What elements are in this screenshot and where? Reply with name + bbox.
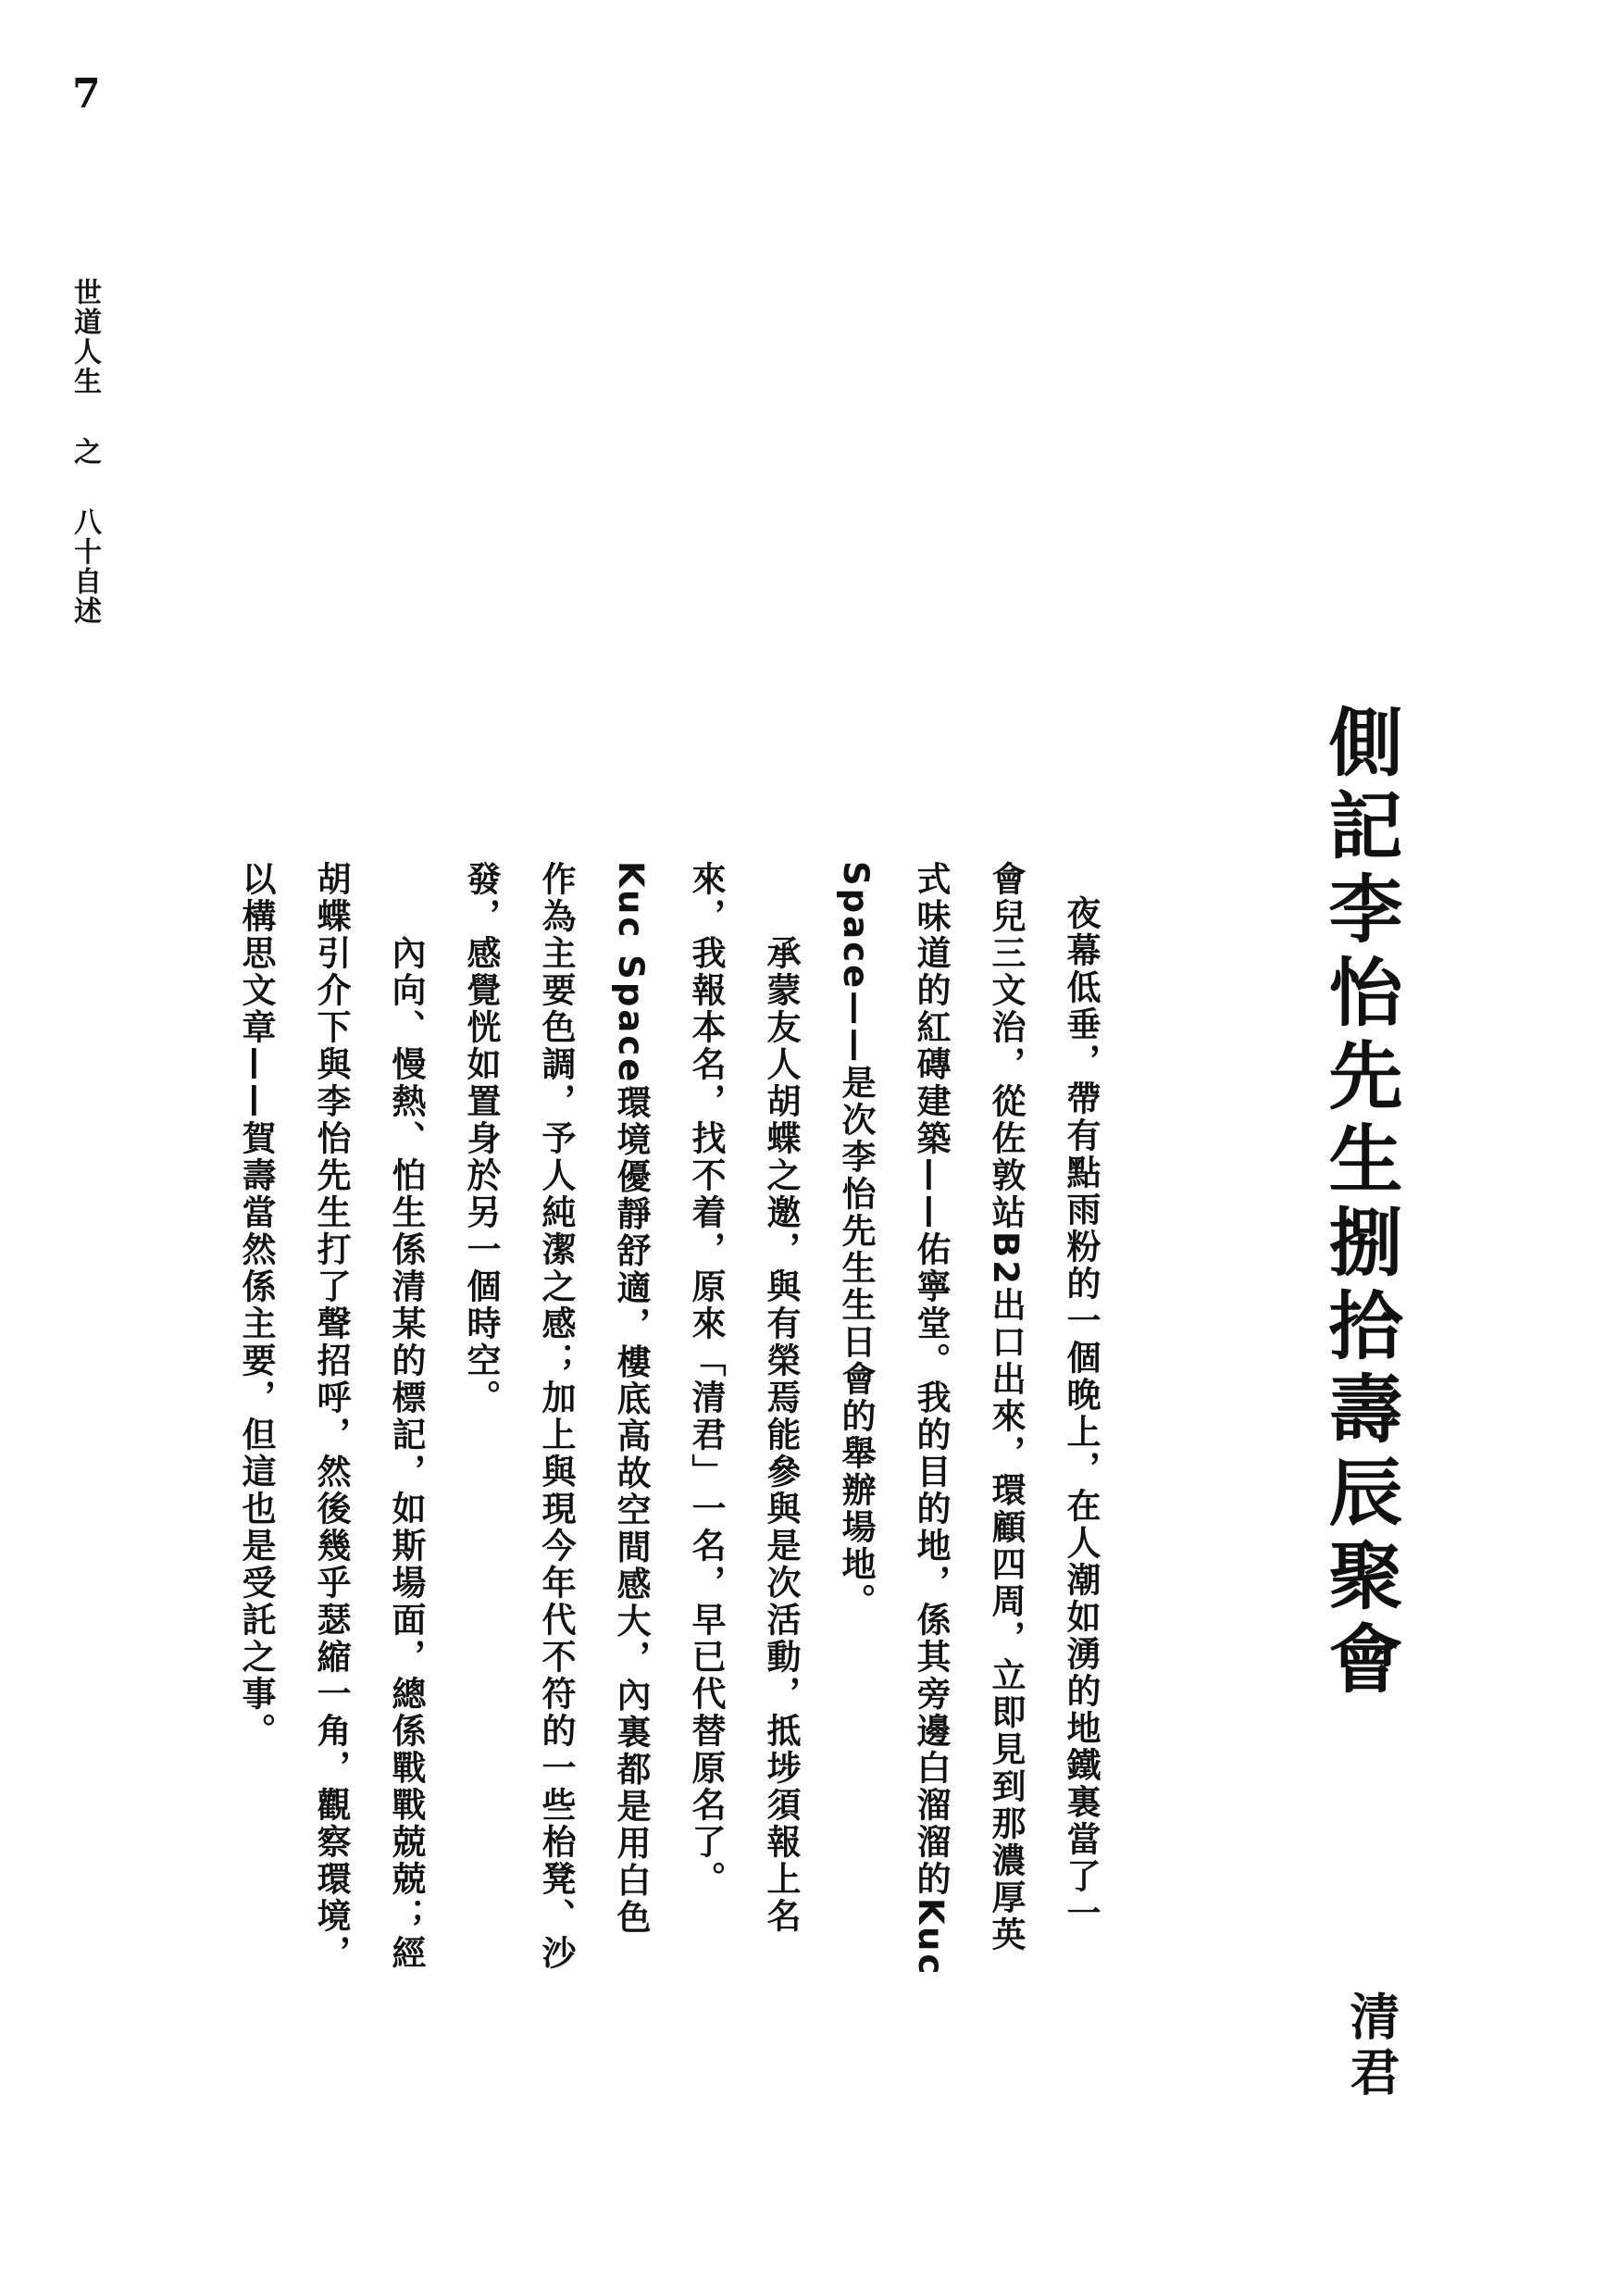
body-line: 作為主要色調，予人純潔之感；加上與現今年代不符的一些枱凳、沙 [536, 861, 576, 1972]
body-line: Kuc Space環境優靜舒適，樓底高故空間感大，內裏都是用白色 [611, 861, 651, 1937]
body-line: 會兒三文治，從佐敦站B2出口出來，環顧四周，立即見到那濃厚英 [986, 861, 1026, 1953]
body-line: Space——是次李怡先生生日會的舉辦場地。 [836, 861, 876, 1621]
article-body [218, 861, 1118, 2092]
body-line: 夜幕低垂，帶有點雨粉的一個晚上，在人潮如湧的地鐵裏當了一 [1061, 895, 1101, 1932]
body-line: 以構思文章——賀壽當然係主要，但這也是受託之事。 [236, 861, 276, 1750]
body-line: 發，感覺恍如置身於另一個時空。 [461, 861, 501, 1416]
article-title: 側記李怡先生捌拾壽辰聚會 [1316, 704, 1402, 1703]
running-head-connector: 之 [68, 437, 101, 467]
article-author: 清君 [1342, 1990, 1400, 2102]
body-line: 胡蝶引介下與李怡先生打了聲招呼，然後幾乎瑟縮一角，觀察環境， [311, 861, 351, 1972]
body-line: 式味道的紅磚建築——佑寧堂。我的目的地，係其旁邊白溜溜的Kuc [911, 861, 951, 1978]
page-number: 7 [72, 70, 101, 118]
running-head-series: 世道人生 [68, 278, 101, 396]
body-line: 內向、慢熱、怕生係清某的標記，如斯場面，總係戰戰兢兢；經 [386, 935, 426, 1972]
body-line: 承蒙友人胡蝶之邀，與有榮焉能參與是次活動，抵埗須報上名 [761, 935, 801, 1935]
running-head-book-title: 八十自述 [68, 507, 101, 626]
body-line: 來，我報本名，找不着，原來「清君」一名，早已代替原名了。 [686, 861, 726, 1898]
running-head [68, 278, 101, 626]
